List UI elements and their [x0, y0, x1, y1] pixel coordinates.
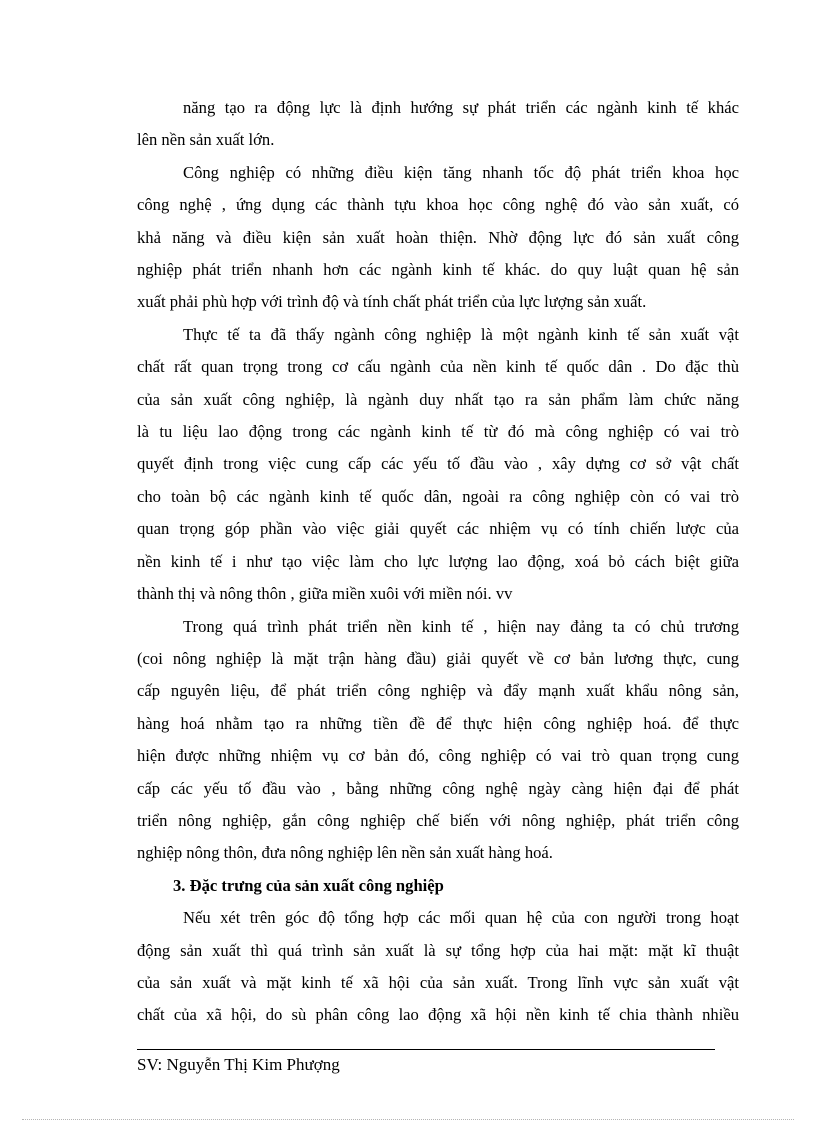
text-line: lên nền sản xuất lớn. [137, 130, 275, 150]
text-line: cấp nguyên liệu, để phát triển công nghiệp và đẩy mạnh xuất khẩu nông sản, [137, 681, 739, 701]
text-line: cho toàn bộ các ngành kinh tế quốc dân, ngoài ra công nghiệp còn có vai trò [137, 486, 739, 506]
text-line: Trong quá trình phát triển nền kinh tế , hiện nay đảng ta có chủ trương [183, 616, 739, 636]
text-line: quan trọng góp phần vào việc giải quyết các nhiệm vụ có tính chiến lược của [137, 519, 739, 539]
paragraph [137, 902, 739, 1032]
paragraph [137, 611, 739, 870]
text-line: chất của xã hội, do sù phân công lao động xã hội nền kinh tế chia thành nhiều [137, 1005, 739, 1025]
paragraph [137, 319, 739, 611]
paragraph [137, 157, 739, 319]
page-bottom-border [22, 1119, 794, 1120]
text-line: Thực tế ta đã thấy ngành công nghiệp là một ngành kinh tế sản xuất vật [183, 324, 739, 344]
text-line: Nếu xét trên góc độ tổng hợp các mối quan hệ của con người trong hoạt [183, 908, 739, 928]
text-line: hàng hoá nhằm tạo ra những tiền đề để thực hiện công nghiệp hoá. để thực [137, 713, 739, 733]
footer-author: SV: Nguyễn Thị Kim Phượng [137, 1055, 340, 1074]
text-line: triển nông nghiệp, gắn công nghiệp chế biến với nông nghiệp, phát triển công [137, 810, 739, 830]
text-line: của sản xuất và mặt kinh tế xã hội của sản xuất. Trong lĩnh vực sản xuất vật [137, 972, 739, 992]
text-line: quyết định trong việc cung cấp các yếu tố đầu vào , xây dựng cơ sở vật chất [137, 454, 739, 474]
text-line: nghiệp nông thôn, đưa nông nghiệp lên nền sản xuất hàng hoá. [137, 843, 553, 863]
text-line: của sản xuất công nghiệp, là ngành duy nhất tạo ra sản phẩm làm chức năng [137, 389, 739, 409]
text-line: động sản xuất thì quá trình sản xuất là sự tổng hợp của hai mặt: mặt kĩ thuật [137, 940, 739, 960]
text-line: chất rất quan trọng trong cơ cấu ngành của nền kinh tế quốc dân . Do đặc thù [137, 357, 739, 377]
text-line: Công nghiệp có những điều kiện tăng nhanh tốc độ phát triển khoa học [183, 162, 739, 182]
text-line: cấp các yếu tố đầu vào , bằng những công nghệ ngày càng hiện đại để phát [137, 778, 739, 798]
paragraph [137, 92, 739, 157]
text-line: khả năng và điều kiện sản xuất hoàn thiện. Nhờ động lực đó sản xuất công [137, 227, 739, 247]
text-line: là tu liệu lao động trong các ngành kinh tế từ đó mà công nghiệp có vai trò [137, 422, 739, 442]
text-line: nền kinh tế i như tạo việc làm cho lực lượng lao động, xoá bỏ cách biệt giữa [137, 551, 739, 571]
footer-divider [137, 1049, 715, 1050]
text-line: hiện được những nhiệm vụ cơ bản đó, công nghiệp có vai trò quan trọng cung [137, 746, 739, 766]
text-line: nghiệp phát triển nhanh hơn các ngành kinh tế khác. do quy luật quan hệ sản [137, 260, 739, 280]
document-body [137, 92, 739, 1032]
text-line: xuất phải phù hợp với trình độ và tính chất phát triển của lực lượng sản xuất. [137, 292, 647, 312]
section-heading: 3. Đặc trưng của sản xuất công nghiệp [173, 875, 444, 895]
text-line: thành thị và nông thôn , giữa miền xuôi với miền nói. vv [137, 584, 513, 604]
text-line: năng tạo ra động lực là định hướng sự phát triển các ngành kinh tế khác [183, 98, 739, 117]
text-line: công nghệ , ứng dụng các thành tựu khoa học công nghệ đó vào sản xuất, có [137, 195, 739, 215]
text-line: (coi nông nghiệp là mặt trận hàng đầu) giải quyết về cơ bản lương thực, cung [137, 648, 739, 668]
